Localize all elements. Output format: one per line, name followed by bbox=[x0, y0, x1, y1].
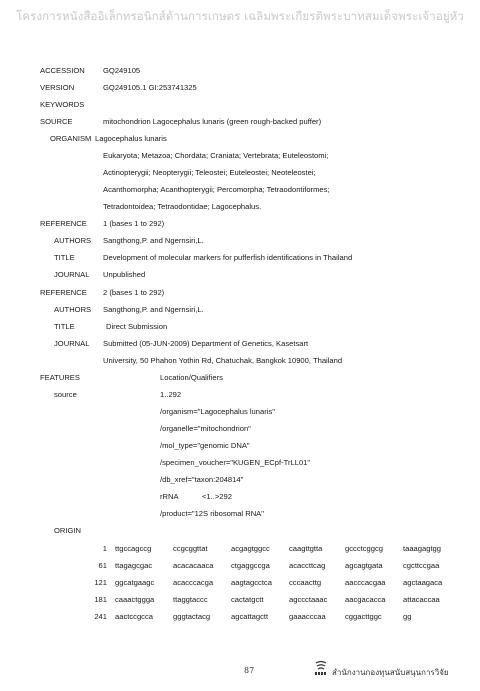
journal-label: JOURNAL bbox=[54, 270, 90, 279]
sequence-group: attacaccaa bbox=[403, 595, 440, 604]
sequence-group: aagtagcctca bbox=[231, 578, 272, 587]
reference-label: REFERENCE bbox=[40, 219, 87, 228]
sequence-group: agcagtgata bbox=[345, 561, 383, 570]
sequence-group: gg bbox=[403, 612, 412, 621]
sequence-group: agctaagaca bbox=[403, 578, 443, 587]
sequence-group: cccaacttg bbox=[289, 578, 322, 587]
feature-qualifier: /organelle="mitochondrion" bbox=[160, 424, 251, 433]
authors-value: Sangthong,P. and Ngernsiri,L. bbox=[103, 305, 204, 314]
features-label: FEATURES bbox=[40, 373, 80, 382]
lineage-line: Acanthomorpha; Acanthopterygii; Percomorpha; Tetraodontiformes; bbox=[103, 185, 330, 194]
keywords-label: KEYWORDS bbox=[40, 100, 85, 109]
reference-label: REFERENCE bbox=[40, 288, 87, 297]
lineage-line: Tetradontoidea; Tetraodontidae; Lagocephalus. bbox=[103, 202, 262, 211]
sequence-group: acgagtggcc bbox=[231, 544, 270, 553]
sequence-group: agccctaaac bbox=[289, 595, 328, 604]
accession-label: ACCESSION bbox=[40, 66, 85, 75]
sequence-group: ggcatgaagc bbox=[115, 578, 155, 587]
feature-source-label: source bbox=[54, 390, 77, 399]
sequence-group: aacccacgaa bbox=[345, 578, 386, 587]
title-label: TITLE bbox=[54, 253, 75, 262]
reference-value: 1 (bases 1 to 292) bbox=[103, 219, 165, 228]
lineage-line: Eukaryota; Metazoa; Chordata; Craniata; Vertebrata; Euteleostomi; bbox=[103, 151, 329, 160]
origin-label: ORIGIN bbox=[54, 526, 82, 535]
sequence-position: 61 bbox=[98, 561, 107, 570]
organism-value: Lagocephalus lunaris bbox=[95, 134, 167, 143]
source-label: SOURCE bbox=[40, 117, 73, 126]
sequence-group: gggtactacg bbox=[173, 612, 211, 621]
sequence-position: 1 bbox=[102, 544, 107, 553]
features-header: Location/Qualifiers bbox=[160, 373, 223, 382]
sequence-group: cgcttccgaa bbox=[403, 561, 440, 570]
sequence-group: gaaacccaa bbox=[289, 612, 326, 621]
sequence-group: ttaggtaccc bbox=[173, 595, 208, 604]
sequence-position: 241 bbox=[94, 612, 107, 621]
page-number: 87 bbox=[244, 666, 255, 675]
feature-qualifier: /mol_type="genomic DNA" bbox=[160, 441, 250, 450]
sequence-group: ccgcggttat bbox=[173, 544, 208, 553]
feature-qualifier: /specimen_voucher="KUGEN_ECpf-TrLL01" bbox=[160, 458, 311, 467]
sequence-group: caaactggga bbox=[115, 595, 155, 604]
feature-qualifier: /db_xref="taxon:204814" bbox=[160, 475, 244, 484]
authors-label: AUTHORS bbox=[54, 305, 92, 314]
sequence-group: ttagagcgac bbox=[115, 561, 153, 570]
journal-value: Unpublished bbox=[103, 270, 146, 279]
sequence-group: taaagagtgg bbox=[403, 544, 442, 553]
sequence-group: ctgaggccga bbox=[231, 561, 270, 570]
rrna-location: <1..>292 bbox=[202, 492, 232, 501]
source-value: mitochondrion Lagocephalus lunaris (green rough-backed puffer) bbox=[103, 117, 322, 126]
title-value: Development of molecular markers for pufferfish identifications in Thailand bbox=[103, 253, 353, 262]
organization-name: สำนักงานกองทุนสนับสนุนการวิจัย bbox=[332, 668, 449, 677]
authors-label: AUTHORS bbox=[54, 236, 92, 245]
journal-label: JOURNAL bbox=[54, 339, 90, 348]
rrna-product: /product="12S ribosomal RNA" bbox=[160, 509, 264, 518]
sequence-position: 181 bbox=[94, 595, 107, 604]
title-label: TITLE bbox=[54, 322, 75, 331]
watermark-header: โครงการหนังสืออิเล็กทรอนิกส์ด้านการเกษตร เฉลิมพระเกียรติพระบาทสมเด็จพระเจ้าอยู่หัว bbox=[16, 9, 464, 23]
trf-logo-icon bbox=[314, 660, 328, 676]
title-value: Direct Submission bbox=[106, 322, 168, 331]
feature-qualifier: /organism="Lagocephalus lunaris" bbox=[160, 407, 275, 416]
sequence-group: aactccgcca bbox=[115, 612, 153, 621]
sequence-group: caagttgtta bbox=[289, 544, 323, 553]
sequence-group: acacccacga bbox=[173, 578, 214, 587]
version-value: GQ249105.1 GI:253741325 bbox=[103, 83, 197, 92]
sequence-group: cactatgctt bbox=[231, 595, 264, 604]
accession-value: GQ249105 bbox=[103, 66, 141, 75]
journal-value: Submitted (05-JUN-2009) Department of Genetics, Kasetsart bbox=[103, 339, 309, 348]
journal-value-continued: University, 50 Phahon Yothin Rd, Chatuchak, Bangkok 10900, Thailand bbox=[103, 356, 343, 365]
rrna-label: rRNA bbox=[160, 492, 179, 501]
sequence-group: gccctcggcg bbox=[345, 544, 383, 553]
sequence-group: acacacaaca bbox=[173, 561, 214, 570]
sequence-group: acaccttcag bbox=[289, 561, 326, 570]
reference-value: 2 (bases 1 to 292) bbox=[103, 288, 165, 297]
sequence-group: agcattagctt bbox=[231, 612, 269, 621]
authors-value: Sangthong,P. and Ngernsiri,L. bbox=[103, 236, 204, 245]
feature-source-location: 1..292 bbox=[160, 390, 182, 399]
sequence-position: 121 bbox=[94, 578, 107, 587]
version-label: VERSION bbox=[40, 83, 75, 92]
sequence-group: cggacttggc bbox=[345, 612, 382, 621]
organism-label: ORGANISM bbox=[50, 134, 92, 143]
lineage-line: Actinopterygii; Neopterygii; Teleostei; Euteleostei; Neoteleostei; bbox=[103, 168, 316, 177]
sequence-group: aacgacacca bbox=[345, 595, 386, 604]
sequence-group: ttgccagccg bbox=[115, 544, 152, 553]
